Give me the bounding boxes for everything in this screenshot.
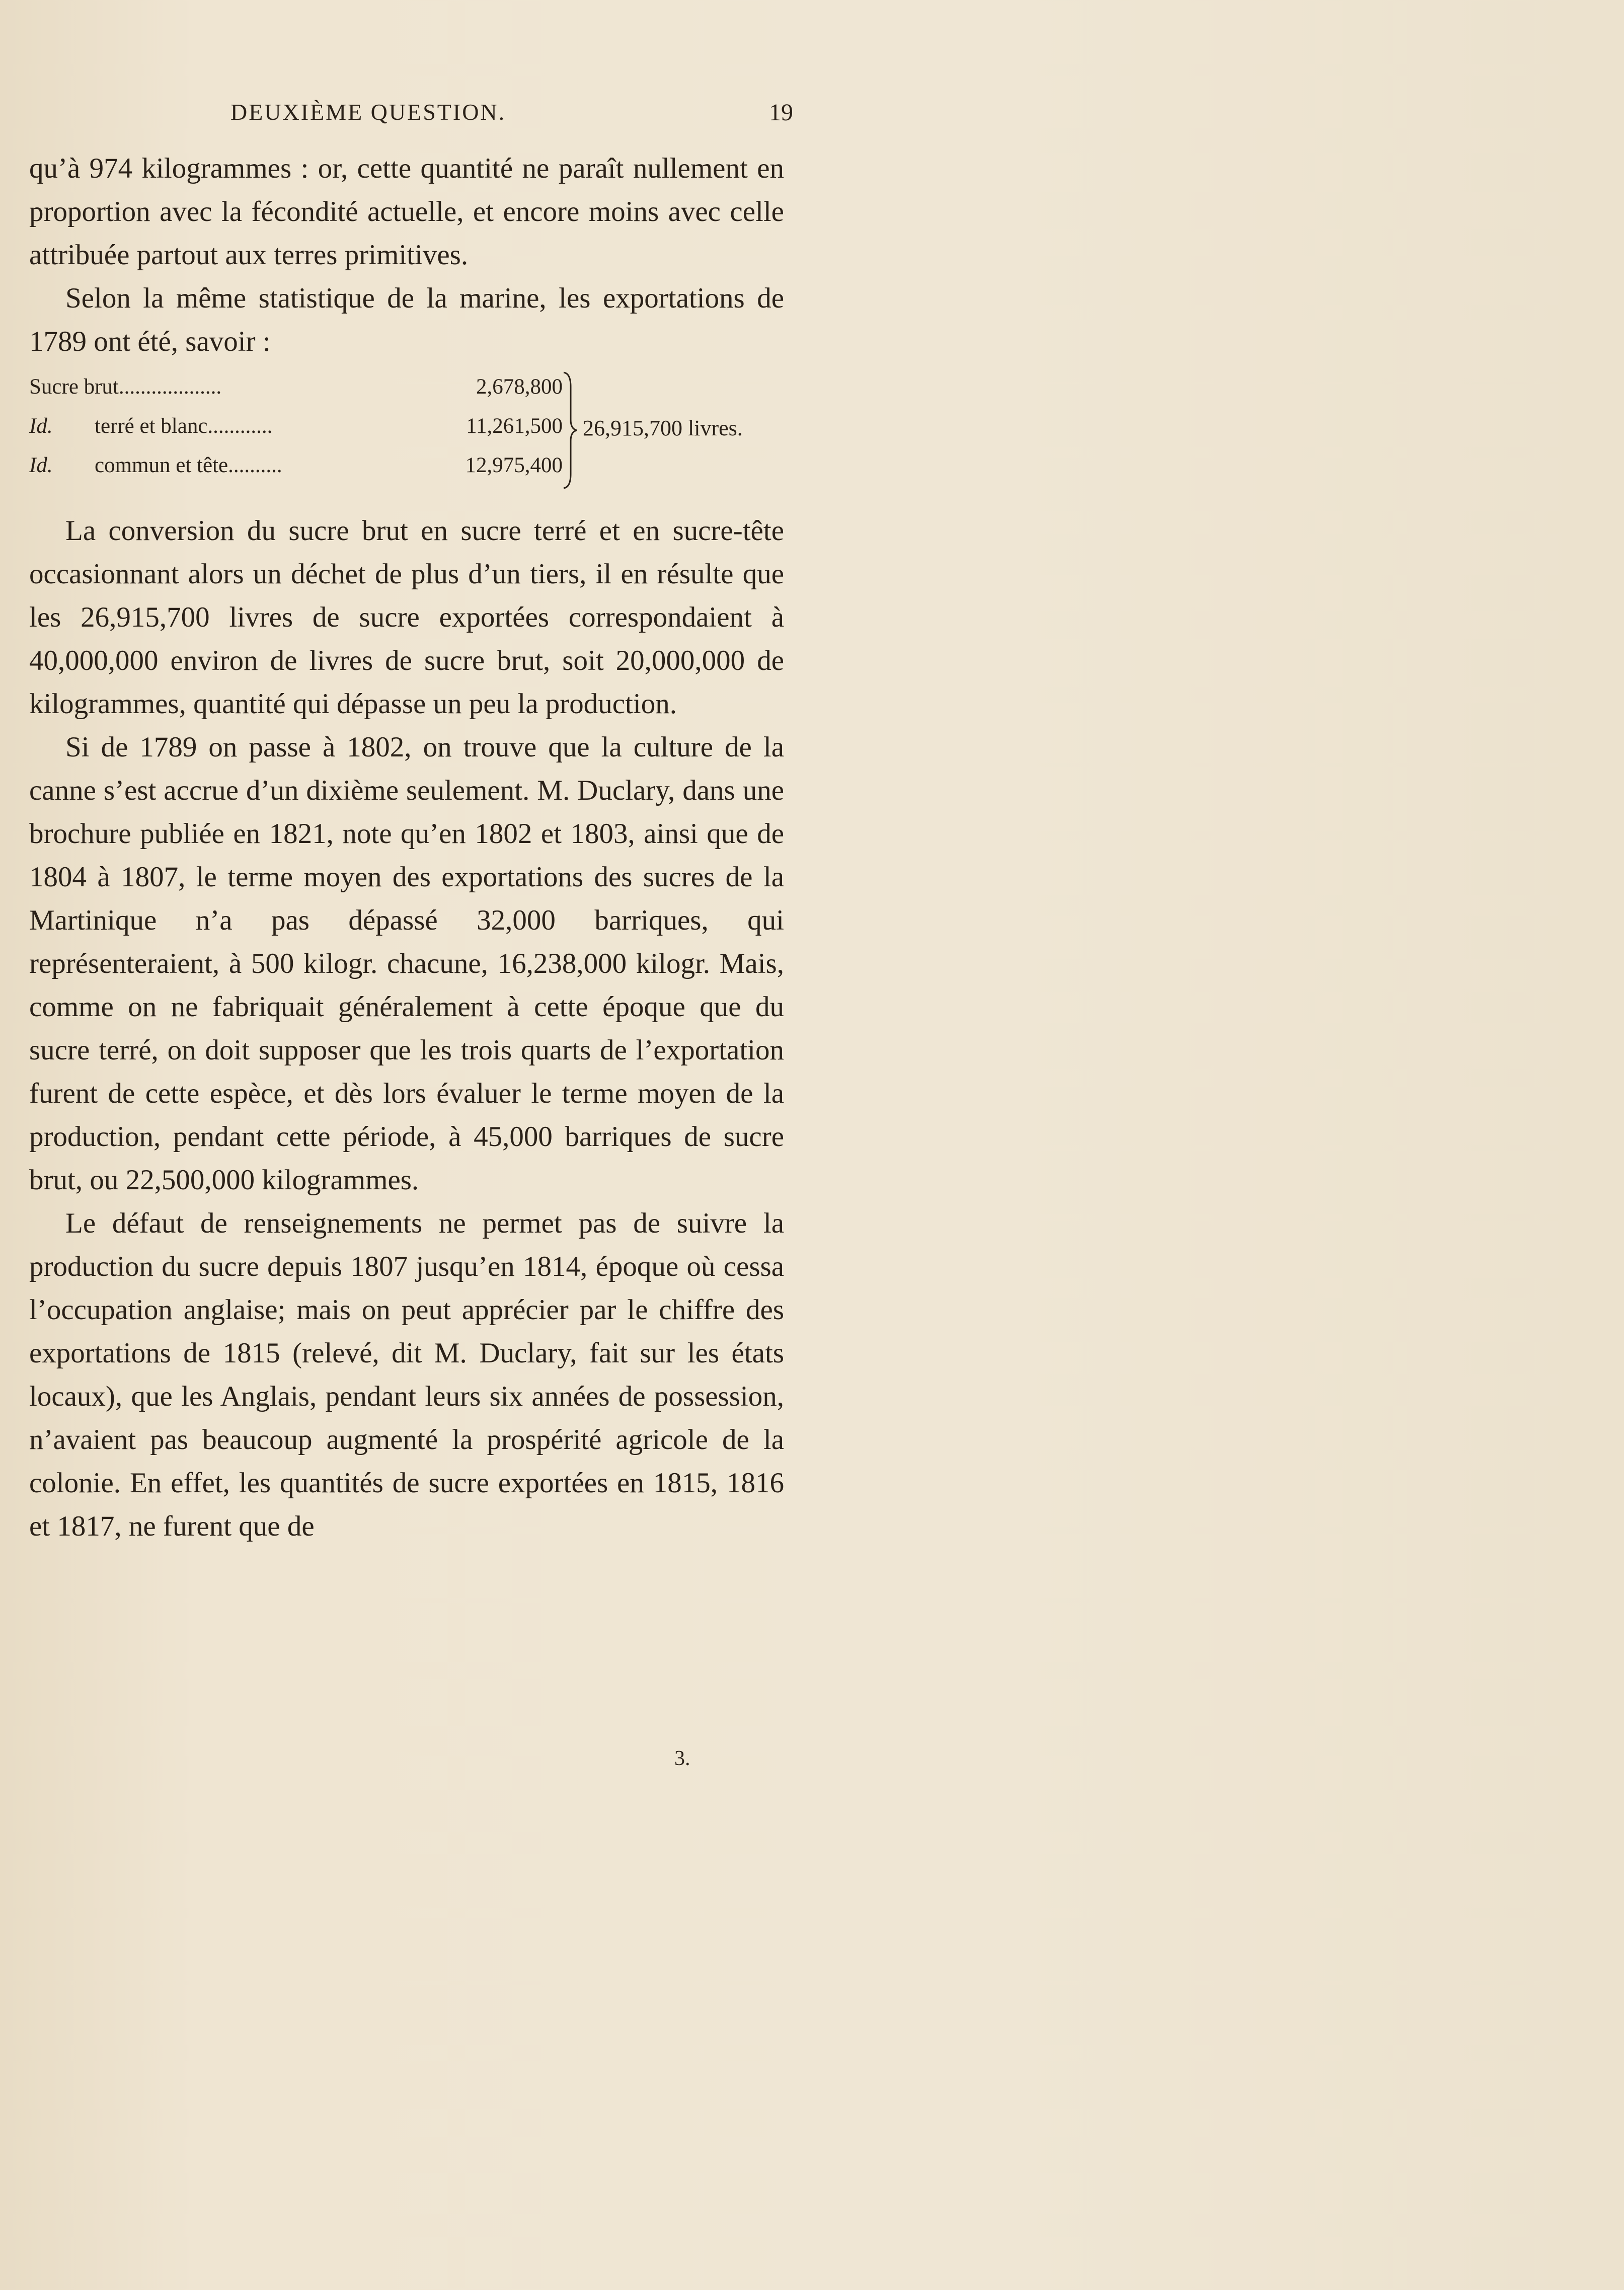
paragraph-2: Selon la même statistique de la marine, les exportations de 1789 ont été, savoir : [29, 282, 784, 357]
body-text [29, 147, 784, 1548]
row-prefix: Id. [29, 414, 53, 438]
exports-table [29, 367, 784, 493]
leader-dots: ............ [207, 414, 273, 438]
exports-row [29, 367, 563, 407]
exports-row [29, 446, 563, 485]
row-label: commun et tête [95, 453, 228, 477]
row-prefix: Id. [29, 453, 53, 477]
running-title: DEUXIÈME QUESTION. [230, 99, 506, 125]
leader-dots: .......... [228, 453, 282, 477]
row-amount: 12,975,400 [465, 453, 563, 477]
row-amount: 2,678,800 [476, 375, 563, 399]
leader-dots: ................... [118, 375, 222, 399]
page-header [29, 99, 793, 139]
row-label: Sucre brut [29, 375, 119, 399]
paragraph-5: Le défaut de renseignements ne permet pas de suivre la production du sucre depuis 1807 jusqu’en 1814, époque où cessa l’occupation anglaise; mais on peut apprécier par le chiffre des exportations de 1815 (relevé, dit M. Duclary, fait sur les états locaux), que les Anglais, pendant leurs six années de possession, n’avaient pas beaucoup augmenté la prospérité agricole de la colonie. En effet, les quantités de sucre exportées en 1815, 1816 et 1817, ne furent que de [29, 1207, 784, 1542]
page-number: 19 [769, 99, 793, 126]
exports-row [29, 407, 563, 446]
curly-brace-icon [562, 371, 579, 489]
exports-total: 26,915,700 livres. [583, 416, 743, 440]
paragraph-1: qu’à 974 kilogrammes : or, cette quantité ne paraît nullement en proportion avec la fécondité actuelle, et encore moins avec celle attribuée partout aux terres primitives. [29, 152, 784, 271]
row-label: terré et blanc [95, 414, 208, 438]
paragraph-3: La conversion du sucre brut en sucre terré et en sucre-tête occasionnant alors un déchet de plus d’un tiers, il en résulte que les 26,915,700 livres de sucre exportées correspondaient à 40,000,000 environ de livres de sucre brut, soit 20,000,000 de kilogrammes, quantité qui dépasse un peu la production. [29, 515, 784, 720]
paragraph-4: Si de 1789 on passe à 1802, on trouve que la culture de la canne s’est accrue d’un dixième seulement. M. Duclary, dans une brochure publiée en 1821, note qu’en 1802 et 1803, ainsi que de 1804 à 1807, le terme moyen des exportations des sucres de la Martinique n’a pas dépassé 32,000 barriques, qui représenteraient, à 500 kilogr. chacune, 16,238,000 kilogr. Mais, comme on ne fabriquait généralement à cette époque que du sucre terré, on doit supposer que les trois quarts de l’exportation furent de cette espèce, et dès lors évaluer le terme moyen de la production, pendant cette période, à 45,000 barriques de sucre brut, ou 22,500,000 kilogrammes. [29, 731, 784, 1196]
row-amount: 11,261,500 [466, 414, 563, 438]
signature-mark: 3. [674, 1747, 690, 1770]
